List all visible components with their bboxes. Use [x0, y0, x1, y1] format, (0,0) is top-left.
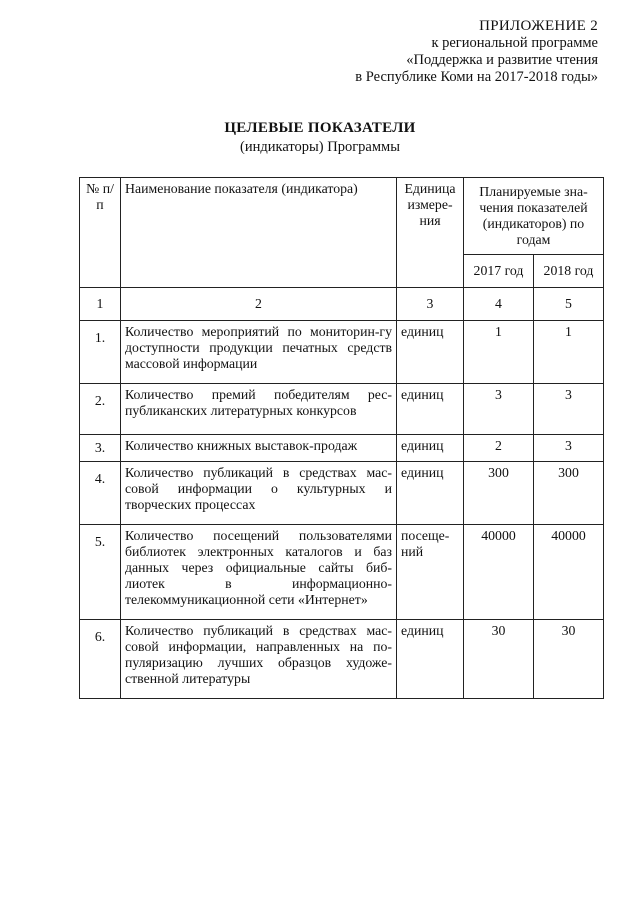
- value-2018: 30: [534, 620, 604, 699]
- value-2018: 3: [534, 435, 604, 462]
- indicator-name: Количество книжных выставок-продаж: [121, 435, 397, 462]
- appendix-line-2: к региональной программе: [431, 35, 598, 51]
- indicator-unit: единиц: [397, 462, 464, 525]
- column-number: 3: [397, 288, 464, 321]
- appendix-line-4: в Республике Коми на 2017-2018 годы»: [355, 69, 598, 85]
- indicator-unit: единиц: [397, 620, 464, 699]
- column-number: 5: [534, 288, 604, 321]
- table-row: [80, 321, 604, 384]
- indicator-unit: единиц: [397, 384, 464, 435]
- header-planned: Планируемые зна-чения показателей (индикаторов) по годам: [464, 178, 604, 255]
- header-year-2018: 2018 год: [534, 255, 604, 288]
- document-title: ЦЕЛЕВЫЕ ПОКАЗАТЕЛИ: [224, 120, 416, 136]
- row-number: 3.: [80, 435, 121, 462]
- value-2018: 1: [534, 321, 604, 384]
- column-numbers-row: [80, 288, 604, 321]
- indicators-table: [79, 177, 604, 699]
- table-row: [80, 384, 604, 435]
- value-2017: 30: [464, 620, 534, 699]
- value-2017: 2: [464, 435, 534, 462]
- document-subtitle: (индикаторы) Программы: [240, 139, 400, 155]
- value-2017: 40000: [464, 525, 534, 620]
- header-num: № п/п: [80, 178, 121, 288]
- value-2017: 3: [464, 384, 534, 435]
- appendix-header: [238, 18, 598, 86]
- value-2017: 1: [464, 321, 534, 384]
- header-year-2017: 2017 год: [464, 255, 534, 288]
- indicator-unit: единиц: [397, 321, 464, 384]
- row-number: 6.: [80, 620, 121, 699]
- table-row: [80, 525, 604, 620]
- row-number: 1.: [80, 321, 121, 384]
- column-number: 4: [464, 288, 534, 321]
- value-2018: 300: [534, 462, 604, 525]
- indicator-unit: единиц: [397, 435, 464, 462]
- indicator-name: Количество публикаций в средствах мас-совой информации о культурных и творческих процессах: [121, 462, 397, 525]
- header-unit: Единица измере-ния: [397, 178, 464, 288]
- column-number: 1: [80, 288, 121, 321]
- row-number: 4.: [80, 462, 121, 525]
- indicator-name: Количество премий победителям рес-публиканских литературных конкурсов: [121, 384, 397, 435]
- indicator-unit: посеще-ний: [397, 525, 464, 620]
- appendix-line-3: «Поддержка и развитие чтения: [406, 52, 598, 68]
- row-number: 5.: [80, 525, 121, 620]
- header-row: [80, 178, 604, 255]
- column-number: 2: [121, 288, 397, 321]
- indicator-name: Количество посещений пользователями библиотек электронных каталогов и баз данных через официальные сайты биб-лиотек в информационно-телекоммуникационной сети «Интернет»: [121, 525, 397, 620]
- table-row: [80, 435, 604, 462]
- table-row: [80, 462, 604, 525]
- table-row: [80, 620, 604, 699]
- appendix-number: ПРИЛОЖЕНИЕ 2: [479, 18, 598, 34]
- header-name: Наименование показателя (индикатора): [121, 178, 397, 288]
- value-2018: 3: [534, 384, 604, 435]
- value-2018: 40000: [534, 525, 604, 620]
- value-2017: 300: [464, 462, 534, 525]
- indicator-name: Количество мероприятий по мониторин-гу доступности продукции печатных средств массовой информации: [121, 321, 397, 384]
- indicator-name: Количество публикаций в средствах мас-совой информации, направленных на по-пуляризацию лучших образцов художе-ственной литературы: [121, 620, 397, 699]
- row-number: 2.: [80, 384, 121, 435]
